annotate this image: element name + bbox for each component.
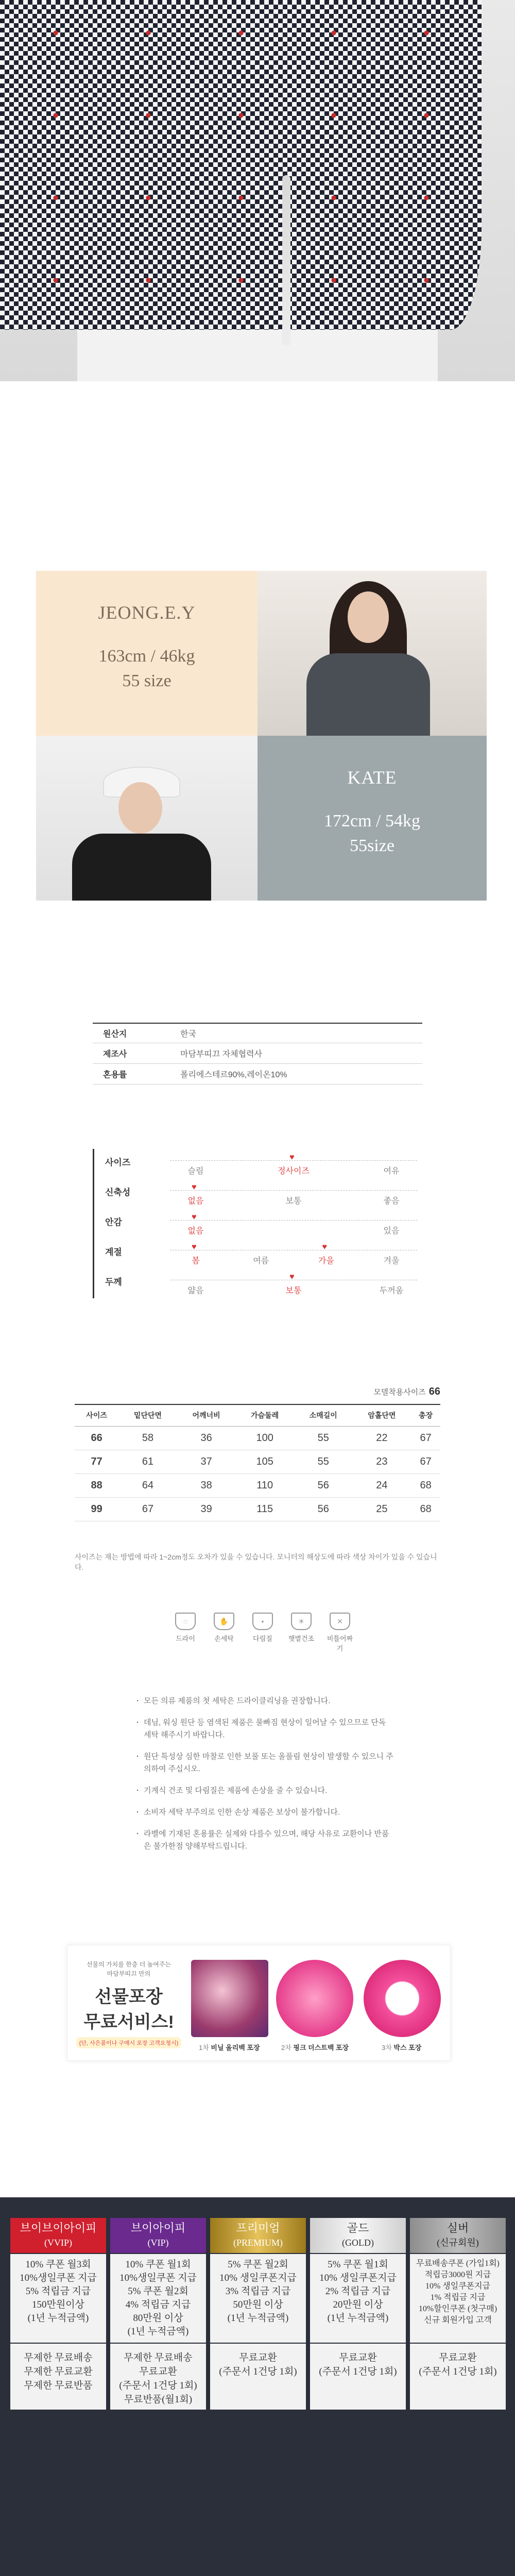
size-cell: 100	[235, 1426, 294, 1450]
benefit-line: 2% 적립금 지급	[325, 2286, 391, 2297]
tier-code: (신규회원)	[437, 2238, 479, 2248]
size-cell: 105	[235, 1450, 294, 1473]
tier-benefits	[410, 2254, 506, 2343]
care-item	[286, 1613, 317, 1653]
size-cell: 58	[118, 1426, 177, 1450]
tier-header	[110, 2218, 206, 2253]
tier-header	[410, 2218, 506, 2253]
scale-option: 얇음	[187, 1286, 204, 1295]
heart-icon: ♥	[289, 1153, 295, 1162]
extra-line: 무료교환	[439, 2352, 477, 2363]
benefit-line: 5% 적립금 지급	[25, 2286, 91, 2297]
scale-option: 보통	[285, 1286, 302, 1295]
size-cell: 67	[118, 1497, 177, 1521]
tier-header	[310, 2218, 406, 2253]
scale-row	[93, 1179, 422, 1209]
extra-line: 무제한 무료배송	[124, 2352, 193, 2363]
model-row-1	[36, 571, 487, 736]
wrap-step: 2차	[281, 2044, 291, 2052]
extra-line: (주문서 1건당 1회)	[219, 2366, 297, 2377]
extra-line: (주문서 1건당 1회)	[419, 2366, 497, 2377]
tier-code: (VIP)	[147, 2238, 169, 2248]
model-2-height-weight: 172cm / 54kg	[324, 811, 420, 831]
heart-icon: ♥	[192, 1243, 197, 1251]
patterned-blouse	[0, 0, 482, 330]
benefit-line: 80만원 이상	[133, 2313, 183, 2324]
size-table-header	[75, 1404, 440, 1426]
benefit-line: 10% 생일쿠폰지급	[319, 2273, 397, 2283]
info-value: 마담부띠끄 자체협력사	[180, 1050, 263, 1059]
size-header-cell: 밑단단면	[118, 1404, 177, 1426]
care-label: 드라이	[176, 1635, 195, 1642]
iron-icon: •	[252, 1613, 273, 1630]
scale-option: 있음	[383, 1227, 400, 1235]
tier-benefits	[10, 2254, 106, 2343]
dust-bag-image	[276, 1960, 353, 2037]
gift-sub-2: 마담부띠끄 만의	[107, 1970, 151, 1977]
benefit-line: 10% 생일쿠폰지급	[219, 2273, 297, 2283]
size-cell: 37	[177, 1450, 236, 1473]
model-wear-size-label: 모델착용사이즈	[373, 1388, 426, 1397]
gift-text	[73, 1960, 185, 2048]
care-note: · 기계식 건조 및 다림질은 제품에 손상을 줄 수 있습니다.	[136, 1785, 394, 1797]
scale-option: 정사이즈	[278, 1167, 310, 1176]
size-table	[75, 1404, 440, 1521]
scale-row	[93, 1239, 422, 1268]
tier-column	[410, 2218, 506, 2410]
size-cell: 66	[75, 1426, 118, 1450]
size-cell: 23	[353, 1450, 411, 1473]
tier-column	[10, 2218, 106, 2410]
scale-label: 안감	[105, 1217, 122, 1227]
shade-dry-icon: ☀	[291, 1613, 312, 1630]
size-cell: 39	[177, 1497, 236, 1521]
size-cell: 25	[353, 1497, 411, 1521]
size-cell: 64	[118, 1473, 177, 1497]
tier-column	[110, 2218, 206, 2410]
extra-line: 무제한 무료반품	[24, 2380, 93, 2391]
benefit-line: 신규 회원가입 고객	[424, 2316, 492, 2325]
scale-option: 겨울	[383, 1257, 400, 1265]
scale-line	[170, 1220, 417, 1221]
info-value: 폴리에스테르90%,레이온10%	[180, 1071, 287, 1079]
gift-note: (단, 사은품이나 구매시 포장 고객요청시)	[76, 2037, 182, 2048]
scale-line	[170, 1190, 417, 1191]
info-row	[93, 1043, 422, 1064]
table-row	[75, 1497, 440, 1521]
model-2-name: KATE	[347, 767, 397, 788]
table-row	[75, 1473, 440, 1497]
model-1-name: JEONG.E.Y	[98, 602, 196, 623]
membership-benefits	[0, 2197, 515, 2576]
heart-icon: ♥	[289, 1273, 295, 1281]
scale-option: 보통	[285, 1197, 302, 1206]
benefit-line: 50만원 이상	[233, 2299, 283, 2310]
tier-benefits	[110, 2254, 206, 2343]
gift-title	[73, 1982, 185, 2033]
tier-header	[10, 2218, 106, 2253]
tier-extra	[310, 2344, 406, 2410]
size-cell: 22	[353, 1426, 411, 1450]
model-info-panel	[36, 571, 487, 901]
size-header-cell: 사이즈	[75, 1404, 118, 1426]
model-row-2	[36, 736, 487, 901]
info-row	[93, 1064, 422, 1084]
size-note: 사이즈는 재는 방법에 따라 1~2cm정도 오차가 있을 수 있습니다. 모니터의 해상도에 따라 색상 차이가 있을 수 있습니다.	[75, 1553, 437, 1571]
tier-extra	[210, 2344, 306, 2410]
tier-extra	[10, 2344, 106, 2410]
benefit-line: 4% 적립금 지급	[125, 2299, 191, 2310]
size-cell: 55	[294, 1426, 353, 1450]
tier-name: 프리미엄	[236, 2222, 280, 2234]
size-header-cell: 소매길이	[294, 1404, 353, 1426]
model-wear-size-value: 66	[428, 1386, 440, 1397]
extra-line: (주문서 1건당 1회)	[319, 2366, 397, 2377]
wrap-caption	[199, 2042, 260, 2052]
size-cell: 68	[411, 1473, 440, 1497]
extra-line: 무료교환	[339, 2352, 377, 2363]
scale-option: 슬림	[187, 1167, 204, 1176]
benefit-line: 적립금3000원 지급	[424, 2270, 491, 2279]
scale-label: 사이즈	[105, 1158, 131, 1167]
model-wear-size	[360, 1386, 440, 1398]
wrap-name: 핑크 더스트백 포장	[293, 2044, 349, 2052]
benefit-line: 10% 쿠폰 월3회	[25, 2259, 91, 2270]
benefit-line: 10%할인쿠폰 (첫구매)	[418, 2304, 497, 2313]
care-item	[209, 1613, 239, 1653]
size-cell: 99	[75, 1497, 118, 1521]
size-cell: 56	[294, 1497, 353, 1521]
care-icons	[170, 1613, 355, 1653]
size-cell: 67	[411, 1426, 440, 1450]
size-cell: 56	[294, 1473, 353, 1497]
benefit-line: 10% 쿠폰 월1회	[125, 2259, 191, 2270]
wrap-caption	[382, 2042, 421, 2052]
care-label: 다림질	[253, 1635, 272, 1642]
benefit-line: (1년 누적금액)	[127, 2326, 189, 2337]
info-label: 혼용률	[103, 1071, 127, 1079]
benefit-line: 20만원 이상	[333, 2299, 383, 2310]
tier-name: 실버	[447, 2222, 469, 2234]
info-label: 원산지	[103, 1030, 127, 1039]
tier-column	[210, 2218, 306, 2410]
benefit-line: 10%생일쿠폰 지급	[20, 2273, 97, 2283]
wrap-name: 비닐 올리백 포장	[211, 2044, 260, 2052]
tier-name: 골드	[347, 2222, 369, 2234]
gift-title-1: 선물포장	[95, 1987, 163, 2007]
info-value: 한국	[180, 1030, 196, 1039]
extra-line: 무제한 무료교환	[24, 2366, 93, 2377]
side-slit	[282, 175, 290, 345]
extra-line: 무료교환	[139, 2366, 177, 2377]
box-image	[364, 1960, 441, 2037]
care-item	[170, 1613, 201, 1653]
wrap-step: 3차	[382, 2044, 392, 2052]
care-label: 손세탁	[214, 1635, 234, 1642]
size-cell: 77	[75, 1450, 118, 1473]
benefit-line: (1년 누적금액)	[27, 2313, 89, 2324]
care-item	[247, 1613, 278, 1653]
extra-line: 무료반품(월1회)	[124, 2394, 193, 2405]
care-note: · 소비자 세탁 부주의로 인한 손상 제품은 보상이 불가합니다.	[136, 1806, 394, 1819]
benefit-line: 5% 쿠폰 월1회	[328, 2259, 388, 2270]
care-note: · 라벨에 기재된 혼용률은 실제와 다를수 있으며, 해당 사유로 교환이나 반품은 불가한점 양해부탁드립니다.	[136, 1828, 394, 1853]
care-label: 햇볕건조	[288, 1635, 315, 1642]
care-label: 비틀어짜기	[327, 1635, 353, 1652]
tier-name: 브이브이아이피	[20, 2222, 97, 2234]
scale-label: 신축성	[105, 1188, 131, 1197]
care-note: · 모든 의류 제품의 첫 세탁은 드라이클리닝을 권장합니다.	[136, 1695, 394, 1707]
benefit-line: 3% 적립금 지급	[225, 2286, 291, 2297]
tier-benefits	[310, 2254, 406, 2343]
product-photo	[0, 0, 515, 381]
size-header-cell: 어깨너비	[177, 1404, 236, 1426]
tier-benefits	[210, 2254, 306, 2343]
tier-name: 브이아이피	[130, 2222, 186, 2234]
extra-line: 무제한 무료배송	[24, 2352, 93, 2363]
benefit-line: 150만원이상	[32, 2299, 84, 2310]
size-cell: 24	[353, 1473, 411, 1497]
feature-scale	[93, 1149, 422, 1298]
size-cell: 36	[177, 1426, 236, 1450]
size-cell: 110	[235, 1473, 294, 1497]
scale-row	[93, 1149, 422, 1179]
scale-option: 가을	[318, 1257, 334, 1265]
benefit-line: 10% 생일쿠폰지급	[425, 2282, 491, 2291]
model-1-photo	[258, 571, 487, 736]
scale-row	[93, 1268, 422, 1298]
benefit-line: 5% 쿠폰 월2회	[128, 2286, 188, 2297]
dry-clean-icon: ◌	[175, 1613, 196, 1630]
scale-option: 여유	[383, 1167, 400, 1176]
size-header-cell: 암홀단면	[353, 1404, 411, 1426]
gift-title-2: 무료서비스!	[83, 2012, 174, 2032]
scale-option: 두꺼움	[379, 1286, 404, 1295]
info-row	[93, 1023, 422, 1043]
scale-option: 없음	[187, 1197, 204, 1206]
gift-wrap-banner	[67, 1945, 451, 2061]
extra-line: (주문서 1건당 1회)	[119, 2380, 197, 2391]
table-row	[75, 1426, 440, 1450]
size-cell: 55	[294, 1450, 353, 1473]
benefit-line: (1년 누적금액)	[227, 2313, 289, 2324]
tier-extra	[410, 2344, 506, 2410]
wrap-name: 박스 포장	[393, 2044, 422, 2052]
size-cell: 61	[118, 1450, 177, 1473]
care-note: · 데님, 워싱 원단 등 염색된 제품은 물빠짐 현상이 일어날 수 있으므로 단독 세탁 해주시기 바랍니다.	[136, 1717, 394, 1741]
care-item	[324, 1613, 355, 1653]
model-2-size: 55size	[350, 836, 394, 855]
size-header-cell: 총장	[411, 1404, 440, 1426]
tier-code: (VVIP)	[44, 2238, 72, 2248]
no-bleach-icon: ✕	[330, 1613, 350, 1630]
scale-option: 여름	[253, 1257, 269, 1265]
info-label: 제조사	[103, 1050, 127, 1059]
gift-sub-1: 선물의 가치를 한층 더 높여주는	[86, 1961, 171, 1968]
size-cell: 88	[75, 1473, 118, 1497]
vinyl-bag-image	[191, 1960, 268, 2037]
tier-code: (PREMIUM)	[233, 2238, 283, 2248]
tier-extra	[110, 2344, 206, 2410]
scale-label: 두께	[105, 1277, 122, 1287]
tier-header	[210, 2218, 306, 2253]
scale-label: 계절	[105, 1247, 122, 1257]
heart-icon: ♥	[322, 1243, 327, 1251]
tier-code: (GOLD)	[342, 2238, 374, 2248]
size-header-cell: 가슴둘레	[235, 1404, 294, 1426]
table-row	[75, 1450, 440, 1473]
heart-icon: ♥	[192, 1183, 197, 1192]
size-cell: 38	[177, 1473, 236, 1497]
model-1-text	[36, 602, 258, 693]
hand-wash-icon: ✋	[214, 1613, 234, 1630]
benefit-line: 5% 쿠폰 월2회	[228, 2259, 288, 2270]
size-cell: 115	[235, 1497, 294, 1521]
benefit-line: 무료배송쿠폰 (가입1회)	[416, 2259, 500, 2268]
size-cell: 68	[411, 1497, 440, 1521]
care-note: · 원단 특성상 심한 마찰로 인한 보풀 또는 올풀림 현상이 발생할 수 있으니 주의하여 주십시오.	[136, 1751, 394, 1775]
model-1-size: 55 size	[122, 671, 171, 690]
wrap-caption	[281, 2042, 349, 2052]
size-cell: 67	[411, 1450, 440, 1473]
scale-option: 좋음	[383, 1197, 400, 1206]
benefit-line: (1년 누적금액)	[327, 2313, 389, 2324]
model-2-photo	[36, 736, 258, 901]
benefit-line: 10%생일쿠폰 지급	[119, 2273, 197, 2283]
heart-icon: ♥	[192, 1213, 197, 1222]
extra-line: 무료교환	[239, 2352, 277, 2363]
benefit-line: 1% 적립금 지급	[430, 2293, 486, 2302]
product-info-table	[93, 1023, 422, 1084]
scale-option: 봄	[192, 1257, 200, 1265]
tier-column	[310, 2218, 406, 2410]
care-notes	[136, 1695, 394, 1862]
model-1-height-weight: 163cm / 46kg	[98, 647, 195, 666]
wrap-step: 1차	[199, 2044, 209, 2052]
scale-row	[93, 1209, 422, 1239]
scale-option: 없음	[187, 1227, 204, 1235]
model-2-text	[258, 767, 487, 858]
